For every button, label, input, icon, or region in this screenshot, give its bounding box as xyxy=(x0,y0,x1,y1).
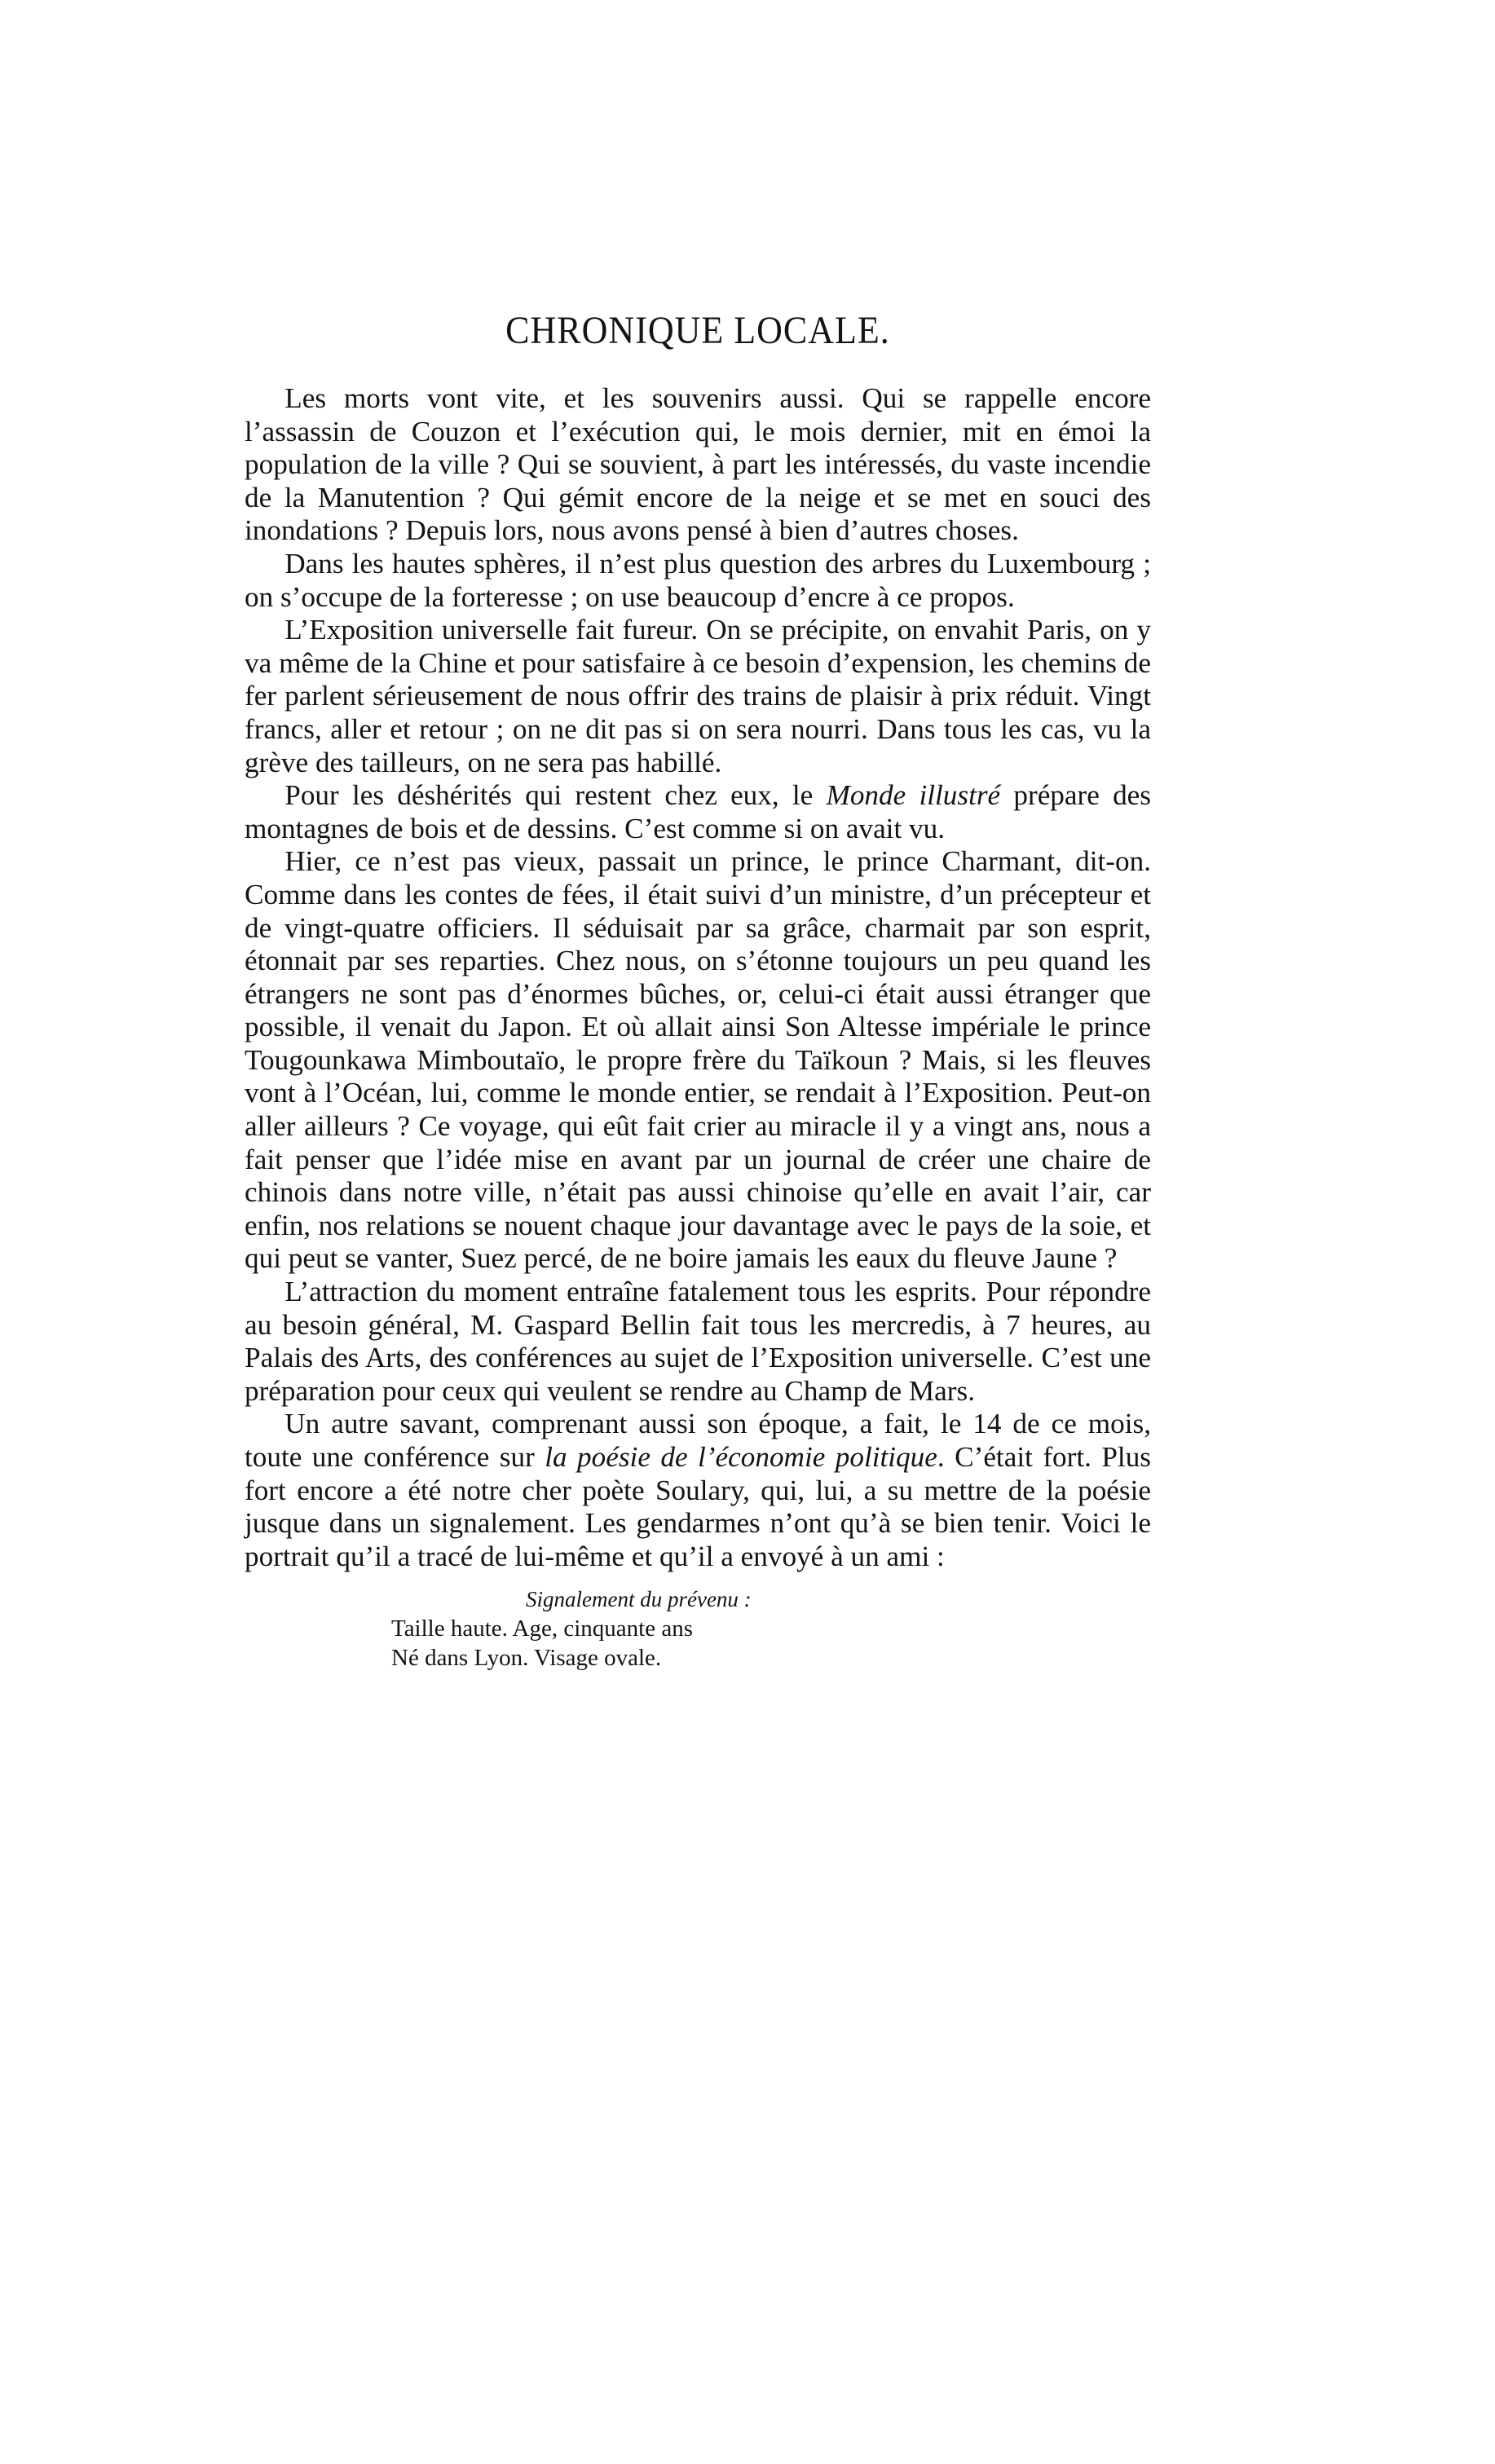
paragraph-text: Hier, ce n’est pas vieux, passait un prince, le prince Charmant, dit-on. Comme dans les contes de fées, il était suivi d’un ministre, d’un précepteur et de vingt-quatre officiers. Il séduisait par sa grâce, charmait par son esprit, étonnait par ses reparties. Chez nous, on s’étonne toujours un peu quand les étrangers ne sont pas d’énormes bûches, or, celui-ci était aussi étranger que possible, il venait du Japon. Et où allait ainsi Son Altesse impériale le prince Tougounkawa Mimboutaïo, le propre frère du Taïkoun ? Mais, si les fleuves vont à l’Océan, lui, comme le monde entier, se rendait à l’Exposition. Peut-on aller ailleurs ? Ce voyage, qui eût fait crier au miracle il y a vingt ans, nous a fait penser que l’idée mise en avant par un journal de créer une chaire de chinois dans notre ville, n’était pas aussi chinoise qu’elle en avait l’air, car enfin, nos relations se nouent chaque jour davantage avec le pays de la soie, et qui peut se vanter, Suez percé, de ne boire jamais les eaux du fleuve Jaune ? xyxy=(245,845,1151,1275)
paragraph-text: Un autre savant, comprenant aussi son époque, a fait, le 14 de ce mois, toute une conférence sur xyxy=(245,1408,1151,1473)
verse-line: Né dans Lyon. Visage ovale. xyxy=(391,1645,662,1672)
paragraph-text: Dans les hautes sphères, il n’est plus question des arbres du Luxembourg ; on s’occupe de la forteresse ; on use beaucoup d’encre à ce propos. xyxy=(245,547,1151,613)
paragraph xyxy=(245,845,1151,1276)
page-content xyxy=(245,310,1151,1673)
italic-title: Monde illustré xyxy=(826,779,1001,812)
paragraph xyxy=(245,382,1151,548)
paragraph-text: . C’était fort. Plus fort encore a été notre cher poète Soulary, qui, lui, a su mettre de la poésie jusque dans un signalement. Les gendarmes n’ont qu’à se bien tenir. Voici le portrait qu’il a tracé de lui-même et qu’il a envoyé à un ami : xyxy=(245,1441,1151,1572)
italic-title: la poésie de l’économie politique xyxy=(545,1441,937,1473)
paragraph xyxy=(245,614,1151,779)
paragraph xyxy=(245,1276,1151,1408)
signalement-heading: Signalement du prévenu : xyxy=(526,1587,752,1612)
paragraph-text: L’attraction du moment entraîne fatalement tous les esprits. Pour répondre au besoin général, M. Gaspard Bellin fait tous les mercredis, à 7 heures, au Palais des Arts, des conférences au sujet de l’Exposition universelle. C’est une préparation pour ceux qui veulent se rendre au Champ de Mars. xyxy=(245,1276,1151,1407)
page-title: CHRONIQUE LOCALE. xyxy=(505,309,890,352)
paragraph-text: Pour les déshérités qui restent chez eux, le xyxy=(284,779,827,812)
paragraph xyxy=(245,1408,1151,1573)
verse-line: Taille haute. Age, cinquante ans xyxy=(391,1615,694,1642)
paragraph xyxy=(245,779,1151,845)
paragraph-text: prépare des montagnes de bois et de dessins. C’est comme si on avait vu. xyxy=(245,779,1151,844)
paragraph-text: Les morts vont vite, et les souvenirs aussi. Qui se rappelle encore l’assassin de Couzon et l’exécution qui, le mois dernier, mit en émoi la population de la ville ? Qui se souvient, à part les intéressés, du vaste incendie de la Manutention ? Qui gémit encore de la neige et se met en souci des inondations ? Depuis lors, nous avons pensé à bien d’autres choses. xyxy=(245,382,1151,547)
paragraph-text: L’Exposition universelle fait fureur. On se précipite, on envahit Paris, on y va même de la Chine et pour satisfaire à ce besoin d’expension, les chemins de fer parlent sérieusement de nous offrir des trains de plaisir à prix réduit. Vingt francs, aller et retour ; on ne dit pas si on sera nourri. Dans tous les cas, vu la grève des tailleurs, on ne sera pas habillé. xyxy=(245,614,1151,778)
paragraph xyxy=(245,548,1151,614)
